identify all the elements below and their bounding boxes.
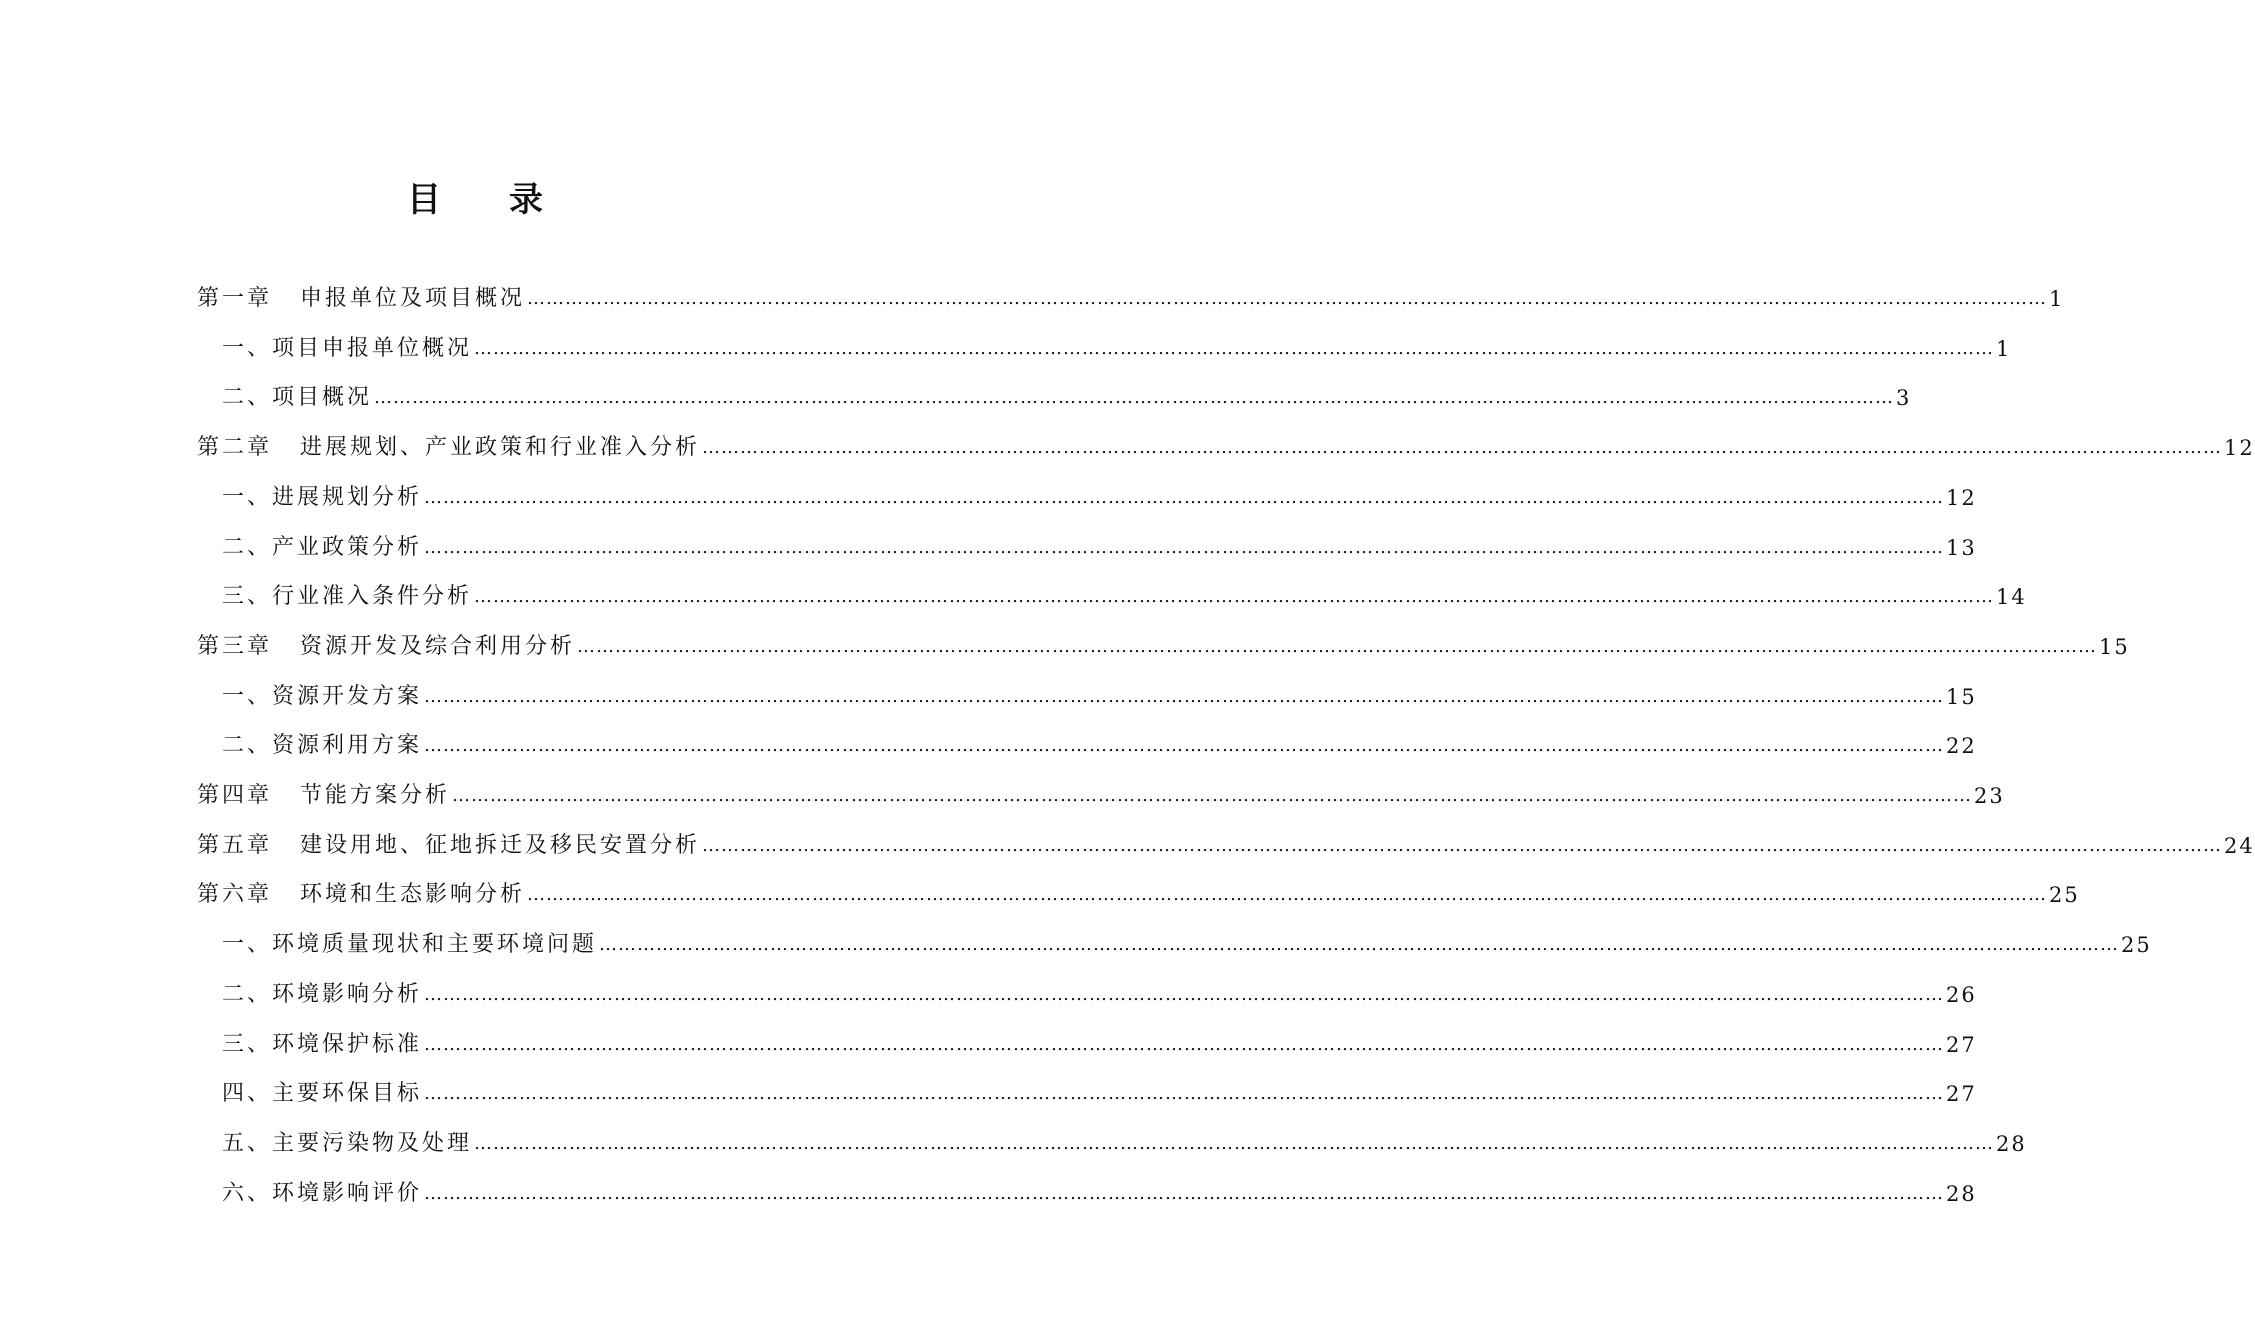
toc-entry-title: 一、项目申报单位概况: [222, 335, 473, 361]
title-char-2: 录: [509, 180, 543, 220]
toc-section-entry[interactable]: [222, 1119, 2027, 1169]
toc-page-number: 15: [1946, 684, 1977, 709]
toc-page-number: 26: [1946, 982, 1977, 1007]
toc-page-number: 1: [2049, 287, 2065, 311]
toc-entry-title: 三、行业准入条件分析: [222, 584, 473, 610]
toc-page-number: 15: [2099, 634, 2130, 659]
toc-page-number: 1: [1996, 336, 2012, 361]
toc-section-entry[interactable]: [222, 721, 1977, 771]
toc-entry-title: 二、资源利用方案: [222, 733, 423, 759]
toc-chapter-entry[interactable]: [197, 870, 2080, 920]
toc-chapter-entry[interactable]: [197, 423, 2255, 473]
page-title: [0, 176, 950, 224]
toc-dot-leader: ……………………………………………………………………………………………………………………………………………………………………………………………………………………: [527, 288, 2048, 309]
toc-page-number: 28: [1946, 1181, 1977, 1206]
toc-section-entry[interactable]: [222, 324, 2012, 374]
toc-entry-title: 一、进展规划分析: [222, 484, 423, 510]
toc-section-entry[interactable]: [222, 572, 2027, 622]
toc-dot-leader: ……………………………………………………………………………………………………………………………………………………………………………………………………………………: [424, 1033, 1945, 1055]
toc-dot-leader: ……………………………………………………………………………………………………………………………………………………………………………………………………………………: [527, 884, 2048, 906]
toc-section-entry[interactable]: [222, 1020, 1977, 1070]
toc-entry-title: 六、环境影响评价: [222, 1180, 423, 1206]
toc-page-number: 28: [1996, 1131, 2027, 1156]
toc-page-number: 3: [1896, 386, 1912, 411]
toc-dot-leader: ……………………………………………………………………………………………………………………………………………………………………………………………………………………: [599, 934, 2120, 956]
toc-section-entry[interactable]: [222, 373, 1912, 423]
toc-dot-leader: ……………………………………………………………………………………………………………………………………………………………………………………………………………………: [474, 1132, 1995, 1154]
toc-dot-leader: ……………………………………………………………………………………………………………………………………………………………………………………………………………………: [702, 437, 2223, 459]
toc-section-entry[interactable]: [222, 920, 2152, 970]
toc-entry-title: 进展规划、产业政策和行业准入分析: [300, 435, 701, 461]
toc-page-number: 27: [1946, 1032, 1977, 1057]
toc-section-entry[interactable]: [222, 970, 1977, 1020]
toc-entry-title: 二、环境影响分析: [222, 981, 423, 1007]
toc-page-number: 12: [2224, 436, 2255, 461]
toc-page-number: 25: [2121, 933, 2152, 958]
toc-entry-title: 一、环境质量现状和主要环境问题: [222, 932, 598, 958]
toc-entry-title: 四、主要环保目标: [222, 1081, 423, 1107]
toc-chapter-number: 第六章: [197, 882, 273, 908]
toc-section-entry[interactable]: [222, 523, 1977, 573]
toc-dot-leader: ……………………………………………………………………………………………………………………………………………………………………………………………………………………: [474, 337, 1995, 359]
toc-dot-leader: ……………………………………………………………………………………………………………………………………………………………………………………………………………………: [424, 685, 1945, 707]
toc-page-number: 24: [2224, 833, 2255, 858]
toc-page-number: 22: [1946, 734, 1977, 759]
toc-page-number: 13: [1946, 535, 1977, 560]
toc-page-number: 23: [1974, 784, 2005, 808]
toc-entry-title: 五、主要污染物及处理: [222, 1130, 473, 1156]
toc-dot-leader: ……………………………………………………………………………………………………………………………………………………………………………………………………………………: [474, 586, 1995, 608]
toc-dot-leader: ……………………………………………………………………………………………………………………………………………………………………………………………………………………: [424, 735, 1945, 757]
toc-dot-leader: ……………………………………………………………………………………………………………………………………………………………………………………………………………………: [374, 387, 1895, 409]
toc-section-entry[interactable]: [222, 473, 1977, 523]
toc-dot-leader: ……………………………………………………………………………………………………………………………………………………………………………………………………………………: [424, 1182, 1945, 1204]
title-char-1: 目: [407, 180, 441, 220]
toc-entry-title: 一、资源开发方案: [222, 683, 423, 709]
toc-dot-leader: ……………………………………………………………………………………………………………………………………………………………………………………………………………………: [702, 834, 2223, 856]
toc-page-number: 14: [1996, 585, 2027, 610]
toc-chapter-number: 第三章: [197, 633, 273, 659]
toc-chapter-number: 第五章: [197, 832, 273, 858]
toc-entry-title: 二、项目概况: [222, 385, 373, 411]
toc-section-entry[interactable]: [222, 672, 1977, 722]
toc-chapter-entry[interactable]: [197, 274, 2065, 324]
toc-dot-leader: ……………………………………………………………………………………………………………………………………………………………………………………………………………………: [424, 983, 1945, 1005]
toc-chapter-number: 第四章: [197, 783, 273, 808]
toc-dot-leader: ……………………………………………………………………………………………………………………………………………………………………………………………………………………: [452, 785, 1973, 806]
toc-dot-leader: ……………………………………………………………………………………………………………………………………………………………………………………………………………………: [577, 635, 2098, 657]
toc-chapter-entry[interactable]: [197, 771, 2005, 821]
toc-chapter-number: 第二章: [197, 435, 273, 461]
toc-entry-title: 建设用地、征地拆迁及移民安置分析: [300, 832, 701, 858]
toc-section-entry[interactable]: [222, 1169, 1977, 1219]
toc-entry-title: 三、环境保护标准: [222, 1031, 423, 1057]
toc-dot-leader: ……………………………………………………………………………………………………………………………………………………………………………………………………………………: [424, 1083, 1945, 1105]
toc-chapter-entry[interactable]: [197, 622, 2130, 672]
toc-dot-leader: ……………………………………………………………………………………………………………………………………………………………………………………………………………………: [424, 536, 1945, 558]
toc-dot-leader: ……………………………………………………………………………………………………………………………………………………………………………………………………………………: [424, 486, 1945, 508]
toc-page-number: 27: [1946, 1082, 1977, 1107]
toc-chapter-number: 第一章: [197, 286, 273, 311]
toc-entry-title: 资源开发及综合利用分析: [300, 633, 576, 659]
toc-entry-title: 节能方案分析: [300, 783, 451, 808]
toc-entry-title: 申报单位及项目概况: [300, 286, 526, 311]
toc-section-entry[interactable]: [222, 1069, 1977, 1119]
toc-chapter-entry[interactable]: [197, 821, 2255, 871]
toc-page-number: 25: [2049, 883, 2080, 908]
toc-entry-title: 二、产业政策分析: [222, 534, 423, 560]
toc-entry-title: 环境和生态影响分析: [300, 882, 526, 908]
toc-page-number: 12: [1946, 485, 1977, 510]
